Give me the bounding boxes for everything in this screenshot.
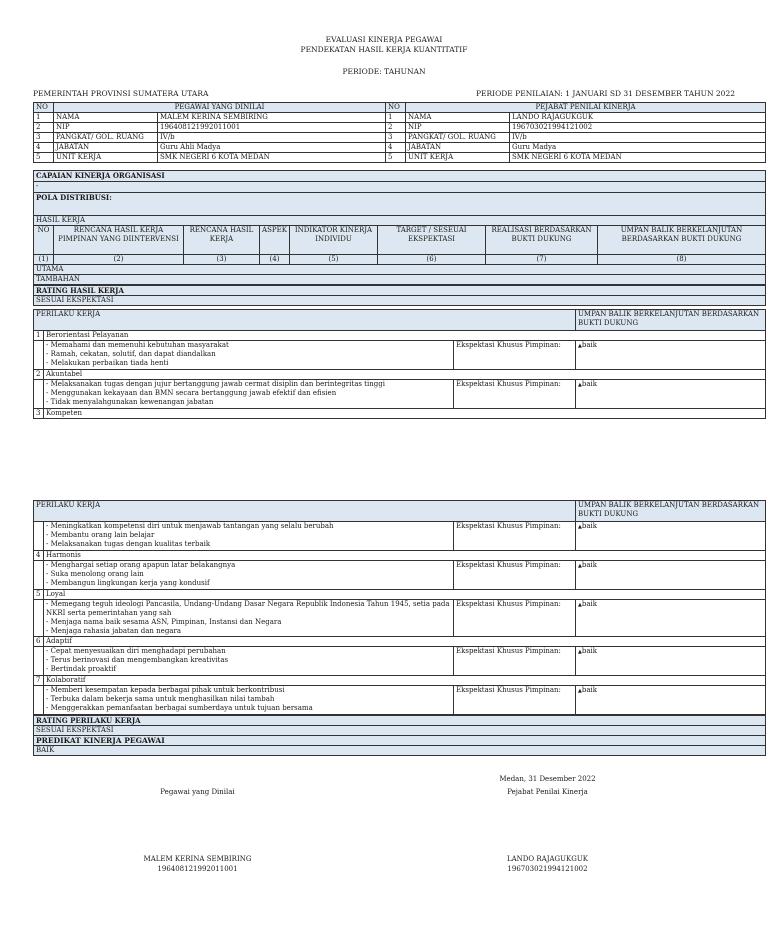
spacer-cell bbox=[34, 522, 44, 551]
tambahan-row: TAMBAHAN bbox=[34, 275, 766, 286]
ekspektasi-label: Ekspektasi Khusus Pimpinan: bbox=[454, 561, 576, 590]
thumbs-up-icon: ▲ bbox=[578, 563, 582, 569]
identity-row bbox=[34, 133, 766, 143]
description-line: - Tidak menyalahgunakan kewenangan jabatan bbox=[46, 398, 214, 406]
description-line: - Memegang teguh ideologi Pancasila, Undang-Undang Dasar Negara Republik Indonesia Tahun 1945, setia pada NKRI serta pemerintahan yang sah bbox=[46, 600, 450, 617]
row-label: UNIT KERJA bbox=[54, 153, 158, 163]
hasil-kerja-col-header: UMPAN BALIK BERKELANJUTAN BERDASARKAN BUKTI DUKUNG bbox=[598, 226, 766, 255]
description-line: - Menghargai setiap orang apapun latar belakangnya bbox=[46, 561, 236, 569]
description-line: - Menjaga rahasia jabatan dan negara bbox=[46, 627, 181, 635]
row-no: 5 bbox=[386, 153, 406, 163]
row-no: 5 bbox=[34, 153, 54, 163]
col-number: (7) bbox=[486, 255, 598, 265]
row-label: NIP bbox=[54, 123, 158, 133]
aspect-no: 5 bbox=[34, 590, 44, 600]
col-number: (4) bbox=[260, 255, 290, 265]
hasil-kerja-col-header: INDIKATOR KINERJA INDIVIDU bbox=[290, 226, 378, 255]
perilaku-table-2 bbox=[33, 500, 766, 756]
description-line: - Membangun lingkungan kerja yang kondusif bbox=[46, 579, 210, 587]
pegawai-header: PEGAWAI YANG DINILAI bbox=[54, 103, 386, 113]
feedback-cell bbox=[576, 647, 766, 676]
instansi: PEMERINTAH PROVINSI SUMATERA UTARA bbox=[33, 89, 209, 98]
perilaku-aspect-row bbox=[34, 551, 766, 561]
left-signer-name: MALEM KERINA SEMBIRING bbox=[143, 855, 252, 863]
feedback-value: baik bbox=[581, 686, 597, 694]
row-label: PANGKAT/ GOL. RUANG bbox=[406, 133, 510, 143]
aspect-name: Loyal bbox=[44, 590, 766, 600]
hasil-kerja-col-header: ASPEK bbox=[260, 226, 290, 255]
description-line: - Suka menolong orang lain bbox=[46, 570, 144, 578]
perilaku-aspect-row bbox=[34, 331, 766, 341]
description-line: - Menjaga nama baik sesama ASN, Pimpinan, Instansi dan Negara bbox=[46, 618, 282, 626]
doc-title: EVALUASI KINERJA PEGAWAI bbox=[325, 35, 443, 44]
col-number: (5) bbox=[290, 255, 378, 265]
description-line: - Terus berinovasi dan mengembangkan kreativitas bbox=[46, 656, 229, 664]
perilaku-detail-row bbox=[34, 380, 766, 409]
spacer-cell bbox=[34, 686, 44, 716]
perilaku-aspect-row bbox=[34, 590, 766, 600]
pejabat-header: PEJABAT PENILAI KINERJA bbox=[406, 103, 766, 113]
col-number: (2) bbox=[54, 255, 184, 265]
pegawai-value: 196408121992011001 bbox=[158, 123, 386, 133]
identity-table bbox=[33, 102, 766, 163]
left-role: Pegawai yang Dinilai bbox=[160, 788, 235, 796]
hasil-kerja-col-header: RENCANA HASIL KERJA PIMPINAN YANG DIINTERVENSI bbox=[54, 226, 184, 255]
perilaku-aspect-row bbox=[34, 676, 766, 686]
feedback-cell bbox=[576, 522, 766, 551]
perilaku-detail-row bbox=[34, 561, 766, 590]
ekspektasi-label: Ekspektasi Khusus Pimpinan: bbox=[454, 522, 576, 551]
pejabat-value: 196703021994121002 bbox=[510, 123, 766, 133]
row-no: 4 bbox=[386, 143, 406, 153]
aspect-no: 7 bbox=[34, 676, 44, 686]
identity-row bbox=[34, 153, 766, 163]
periode: PERIODE: TAHUNAN bbox=[342, 67, 426, 76]
identity-row bbox=[34, 143, 766, 153]
perilaku-title: PERILAKU KERJA bbox=[34, 501, 576, 522]
feedback-cell bbox=[576, 380, 766, 409]
hasil-kerja-title: HASIL KERJA bbox=[34, 216, 766, 226]
spacer-cell bbox=[34, 561, 44, 590]
right-signer-name: LANDO RAJAGUKGUK bbox=[506, 855, 589, 863]
pegawai-value: SMK NEGERI 6 KOTA MEDAN bbox=[158, 153, 386, 163]
row-no: 3 bbox=[34, 133, 54, 143]
rating-hasil-value: SESUAI EKSPEKTASI bbox=[34, 296, 766, 306]
perilaku-detail-row bbox=[34, 686, 766, 716]
aspect-description bbox=[44, 686, 454, 716]
identity-row bbox=[34, 123, 766, 133]
pegawai-value: MALEM KERINA SEMBIRING bbox=[158, 113, 386, 123]
no-header: NO bbox=[34, 103, 54, 113]
right-signer-nip: 196703021994121002 bbox=[507, 865, 588, 873]
kompeten-no: 3 bbox=[34, 409, 44, 419]
ekspektasi-label: Ekspektasi Khusus Pimpinan: bbox=[454, 647, 576, 676]
aspect-description bbox=[44, 561, 454, 590]
rating-perilaku-title: RATING PERILAKU KERJA bbox=[34, 715, 766, 726]
aspect-description bbox=[44, 380, 454, 409]
perilaku-detail-row bbox=[34, 522, 766, 551]
row-no: 1 bbox=[34, 113, 54, 123]
aspect-description bbox=[44, 522, 454, 551]
utama-row: UTAMA bbox=[34, 265, 766, 275]
description-line: - Melaksanakan tugas dengan jujur bertanggung jawab cermat disiplin dan berintegritas tinggi bbox=[46, 380, 385, 388]
aspect-name: Adaptif bbox=[44, 637, 766, 647]
capaian-value: - bbox=[34, 182, 766, 193]
ekspektasi-label: Ekspektasi Khusus Pimpinan: bbox=[454, 380, 576, 409]
row-no: 4 bbox=[34, 143, 54, 153]
feedback-value: baik bbox=[581, 380, 597, 388]
ekspektasi-label: Ekspektasi Khusus Pimpinan: bbox=[454, 341, 576, 370]
umpan-balik-header: UMPAN BALIK BERKELANJUTAN BERDASARKAN BUKTI DUKUNG bbox=[576, 310, 766, 331]
aspect-name: Akuntabel bbox=[44, 370, 766, 380]
aspect-no: 4 bbox=[34, 551, 44, 561]
aspect-no: 2 bbox=[34, 370, 44, 380]
sign-date: Medan, 31 Desember 2022 bbox=[499, 775, 596, 783]
col-number: (3) bbox=[184, 255, 260, 265]
col-number: (6) bbox=[378, 255, 486, 265]
perilaku-detail-row bbox=[34, 600, 766, 637]
row-label: NAMA bbox=[406, 113, 510, 123]
pola-distribusi: POLA DISTRIBUSI: bbox=[34, 193, 766, 216]
thumbs-up-icon: ▲ bbox=[578, 602, 582, 608]
spacer-cell bbox=[34, 380, 44, 409]
feedback-value: baik bbox=[581, 341, 597, 349]
hasil-kerja-col-header: REALISASI BERDASARKAN BUKTI DUKUNG bbox=[486, 226, 598, 255]
aspect-description bbox=[44, 341, 454, 370]
description-line: - Menggerakkan pemanfaatan berbagai sumberdaya untuk tujuan bersama bbox=[46, 704, 313, 712]
row-no: 1 bbox=[386, 113, 406, 123]
feedback-cell bbox=[576, 686, 766, 716]
thumbs-up-icon: ▲ bbox=[578, 343, 582, 349]
row-label: NAMA bbox=[54, 113, 158, 123]
left-signer-nip: 196408121992011001 bbox=[157, 865, 238, 873]
spacer-cell bbox=[34, 647, 44, 676]
aspect-no: 6 bbox=[34, 637, 44, 647]
perilaku-title: PERILAKU KERJA bbox=[34, 310, 576, 331]
row-no: 2 bbox=[386, 123, 406, 133]
thumbs-up-icon: ▲ bbox=[578, 524, 582, 530]
aspect-description bbox=[44, 600, 454, 637]
description-line: - Melaksanakan tugas dengan kualitas terbaik bbox=[46, 540, 211, 548]
perilaku-aspect-row bbox=[34, 637, 766, 647]
thumbs-up-icon: ▲ bbox=[578, 382, 582, 388]
aspect-description bbox=[44, 647, 454, 676]
description-line: - Menggunakan kekayaan dan BMN secara bertanggung jawab efektif dan efisien bbox=[46, 389, 337, 397]
aspect-name: Kolaboratif bbox=[44, 676, 766, 686]
description-line: - Memberi kesempatan kepada berbagai pihak untuk berkontribusi bbox=[46, 686, 285, 694]
thumbs-up-icon: ▲ bbox=[578, 649, 582, 655]
spacer-cell bbox=[34, 600, 44, 637]
col-number: (1) bbox=[34, 255, 54, 265]
feedback-cell bbox=[576, 341, 766, 370]
description-line: - Cepat menyesuaikan diri menghadapi perubahan bbox=[46, 647, 226, 655]
aspect-no: 1 bbox=[34, 331, 44, 341]
perilaku-table-1 bbox=[33, 309, 766, 419]
row-label: UNIT KERJA bbox=[406, 153, 510, 163]
predikat-title: PREDIKAT KINERJA PEGAWAI bbox=[34, 736, 766, 746]
rating-perilaku-value: SESUAI EKSPEKTASI bbox=[34, 726, 766, 736]
row-no: 3 bbox=[386, 133, 406, 143]
aspect-name: Harmonis bbox=[44, 551, 766, 561]
umpan-balik-header: UMPAN BALIK BERKELANJUTAN BERDASARKAN BUKTI DUKUNG bbox=[576, 501, 766, 522]
feedback-value: baik bbox=[581, 522, 597, 530]
aspect-name: Berorientasi Pelayanan bbox=[44, 331, 766, 341]
hasil-kerja-col-header: TARGET / SESEUAI EKSPEKTASI bbox=[378, 226, 486, 255]
spacer-cell bbox=[34, 341, 44, 370]
row-label: JABATAN bbox=[54, 143, 158, 153]
row-label: NIP bbox=[406, 123, 510, 133]
thumbs-up-icon: ▲ bbox=[578, 688, 582, 694]
ekspektasi-label: Ekspektasi Khusus Pimpinan: bbox=[454, 600, 576, 637]
predikat-value: BAIK bbox=[34, 746, 766, 756]
pejabat-value: Guru Madya bbox=[510, 143, 766, 153]
description-line: - Memahami dan memenuhi kebutuhan masyarakat bbox=[46, 341, 229, 349]
description-line: - Melakukan perbaikan tiada henti bbox=[46, 359, 169, 367]
pejabat-value: SMK NEGERI 6 KOTA MEDAN bbox=[510, 153, 766, 163]
hasil-kerja-col-header: RENCANA HASIL KERJA bbox=[184, 226, 260, 255]
description-line: - Terbuka dalam bekerja sama untuk menghasilkan nilai tambah bbox=[46, 695, 275, 703]
periode-penilaian: PERIODE PENILAIAN: 1 JANUARI SD 31 DESEMBER TAHUN 2022 bbox=[476, 89, 735, 98]
feedback-value: baik bbox=[581, 561, 597, 569]
description-line: - Meningkatkan kompetensi diri untuk menjawab tantangan yang selalu berubah bbox=[46, 522, 334, 530]
perilaku-aspect-row bbox=[34, 370, 766, 380]
row-label: JABATAN bbox=[406, 143, 510, 153]
feedback-value: baik bbox=[581, 647, 597, 655]
description-line: - Ramah, cekatan, solutif, dan dapat diandalkan bbox=[46, 350, 216, 358]
pejabat-value: LANDO RAJAGUKGUK bbox=[510, 113, 766, 123]
row-no: 2 bbox=[34, 123, 54, 133]
description-line: - Membantu orang lain belajar bbox=[46, 531, 155, 539]
ekspektasi-label: Ekspektasi Khusus Pimpinan: bbox=[454, 686, 576, 716]
row-label: PANGKAT/ GOL. RUANG bbox=[54, 133, 158, 143]
kinerja-table bbox=[33, 170, 766, 306]
pejabat-value: IV/b bbox=[510, 133, 766, 143]
identity-row bbox=[34, 113, 766, 123]
hasil-kerja-col-header: NO bbox=[34, 226, 54, 255]
kompeten-name: Kompeten bbox=[44, 409, 766, 419]
feedback-cell bbox=[576, 600, 766, 637]
pegawai-value: Guru Ahli Madya bbox=[158, 143, 386, 153]
feedback-value: baik bbox=[581, 600, 597, 608]
col-number: (8) bbox=[598, 255, 766, 265]
pegawai-value: IV/b bbox=[158, 133, 386, 143]
feedback-cell bbox=[576, 561, 766, 590]
capaian-title: CAPAIAN KINERJA ORGANISASI bbox=[34, 171, 766, 182]
right-role: Pejabat Penilai Kinerja bbox=[507, 788, 588, 796]
description-line: - Bertindak proaktif bbox=[46, 665, 117, 673]
doc-subtitle: PENDEKATAN HASIL KERJA KUANTITATIF bbox=[300, 45, 468, 54]
no-header: NO bbox=[386, 103, 406, 113]
perilaku-detail-row bbox=[34, 647, 766, 676]
perilaku-detail-row bbox=[34, 341, 766, 370]
rating-hasil-title: RATING HASIL KERJA bbox=[34, 285, 766, 296]
